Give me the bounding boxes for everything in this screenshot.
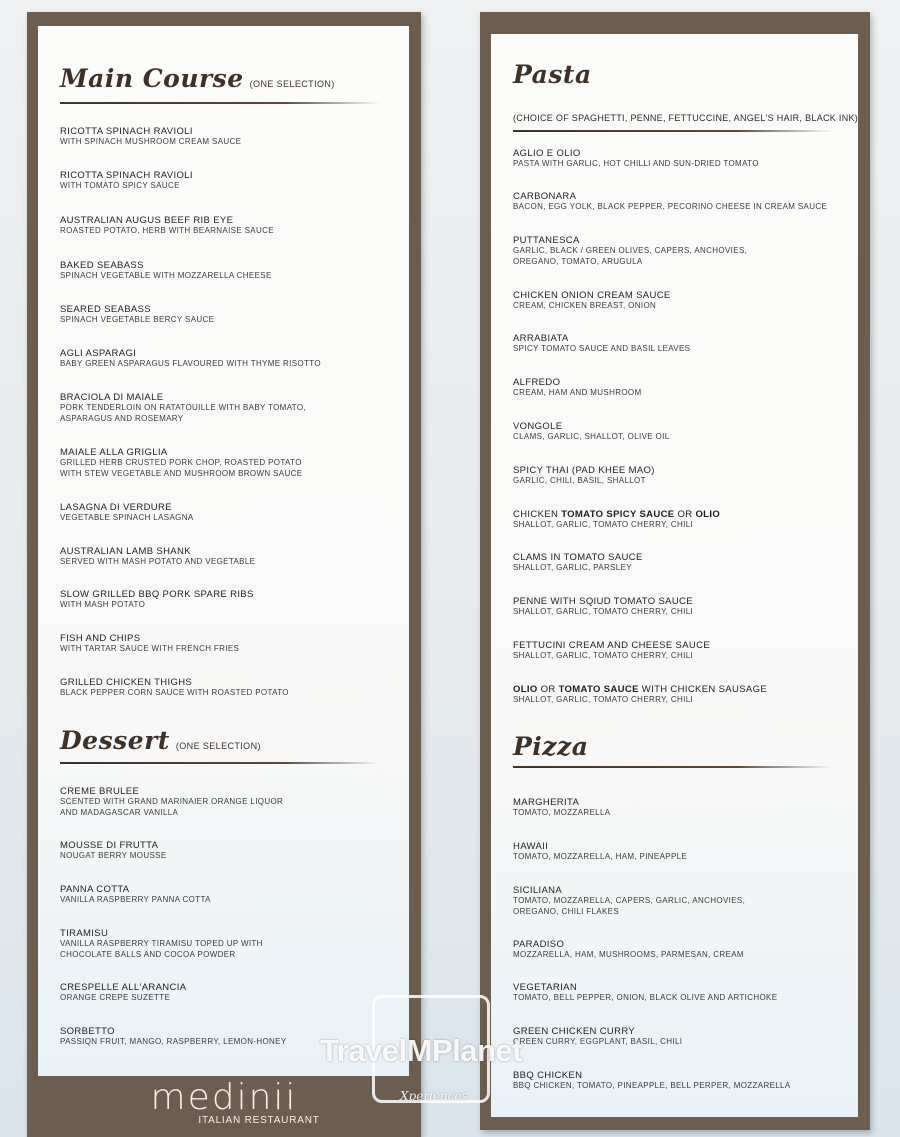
pasta-item <box>513 596 843 618</box>
dessert-item-description: PASSIQN FRUIT, MANGO, RASPBERRY, LEMON-HONEY <box>60 1037 287 1046</box>
dessert-item-name: CREME BRULEE <box>60 786 140 797</box>
main-course-item <box>60 546 390 568</box>
watermark-subtext: Xperiences <box>400 1089 468 1103</box>
pizza-item-name: PARADISO <box>513 939 565 950</box>
pasta-item-description: SPICY TOMATO SAUCE AND BASIL LEAVES <box>513 344 691 353</box>
main-course-item <box>60 170 390 192</box>
pizza-item-description: TOMATO, BELL PEPPER, ONION, BLACK OLIVE AND ARTICHOKE <box>513 993 778 1002</box>
main-course-item-description: SPINACH VEGETABLE BERCY SAUCE <box>60 315 215 324</box>
main-course-item-name: LASAGNA DI VERDURE <box>60 502 172 513</box>
pasta-item-description: SHALLOT, GARLIC, PARSLEY <box>513 563 632 572</box>
dessert-item-description: VANILLA RASPBERRY TIRAMISU TOPED UP WITH <box>60 939 263 948</box>
pasta-item-description: SHALLOT, GARLIC, TOMATO CHERRY, CHILI <box>513 520 694 529</box>
dessert-item <box>60 884 390 906</box>
pasta-item-description: OREGANO, TOMATO, ARUGULA <box>513 256 643 266</box>
dessert-item-description: AND MADAGASCAR VANILLA <box>60 807 179 817</box>
dessert-item-name: CRESPELLE ALL'ARANCIA <box>60 982 187 993</box>
dessert-item <box>60 928 390 960</box>
watermark-text: TravelMPlanet <box>320 1033 522 1068</box>
pizza-item-description: MOZZARELLA, HAM, MUSHROOMS, PARMESAN, CREAM <box>513 950 744 959</box>
main-course-item-description: SPINACH VEGETABLE WITH MOZZARELLA CHEESE <box>60 271 272 280</box>
pizza-item-name: GREEN CHICKEN CURRY <box>513 1026 636 1037</box>
pasta-item-description: GARLIC, CHILI, BASIL, SHALLOT <box>513 476 646 485</box>
pasta-item <box>513 684 843 706</box>
main-course-item <box>60 447 390 479</box>
menu-paper-left <box>38 26 409 1076</box>
pasta-item <box>513 191 843 213</box>
dessert-item-description: NOUGAT BERRY MOUSSE <box>60 851 167 860</box>
dessert-item-description: CHOCOLATE BALLS AND COCOA POWDER <box>60 949 236 959</box>
pasta-item-description: SHALLOT, GARLIC, TOMATO CHERRY, CHILI <box>513 651 694 660</box>
main-course-note: (ONE SELECTION) <box>249 79 335 89</box>
main-course-item-name: MAIALE ALLA GRIGLIA <box>60 447 168 458</box>
pasta-item <box>513 290 843 312</box>
main-course-item <box>60 677 390 699</box>
pasta-item <box>513 377 843 399</box>
pizza-item <box>513 939 843 961</box>
pasta-item-name: CHICKEN ONION CREAM SAUCE <box>513 290 671 301</box>
pasta-item-name: PUTTANESCA <box>513 235 580 246</box>
pasta-item-name: SPICY THAI (PAD KHEE MAO) <box>513 465 655 476</box>
dessert-item-name: SORBETTO <box>60 1026 115 1037</box>
pasta-item-name: CARBONARA <box>513 191 577 202</box>
pizza-item-description: BBQ CHICKEN, TOMATO, PINEAPPLE, BELL PERPER, MOZZARELLA <box>513 1081 791 1090</box>
main-course-item-name: SLOW GRILLED BBQ PORK SPARE RIBS <box>60 589 254 600</box>
pasta-item-description: BACON, EGG YOLK, BLACK PEPPER, PECORINO CHEESE IN CREAM SAUCE <box>513 202 828 211</box>
main-course-item <box>60 304 390 326</box>
pasta-rule <box>513 130 833 132</box>
main-course-item <box>60 260 390 282</box>
main-course-item-description: ROASTED POTATO, HERB WITH BEARNAISE SAUCE <box>60 226 274 235</box>
main-course-item-description: WITH TARTAR SAUCE WITH FRENCH FRIES <box>60 644 240 653</box>
dessert-heading <box>60 726 261 755</box>
dessert-item <box>60 786 390 818</box>
menu-card-left <box>27 12 421 1137</box>
main-course-item <box>60 215 390 237</box>
dessert-rule <box>60 762 380 764</box>
pizza-item-description: TOMATO, MOZZARELLA, HAM, PINEAPPLE <box>513 852 688 861</box>
pasta-item-description: SHALLOT, GARLIC, TOMATO CHERRY, CHILI <box>513 695 694 704</box>
pasta-item-name: ALFREDO <box>513 377 561 388</box>
main-course-item-name: RICOTTA SPINACH RAVIOLI <box>60 126 193 137</box>
main-course-item-description: WITH MASH POTATO <box>60 600 146 609</box>
pasta-item-name: VONGOLE <box>513 421 563 432</box>
menu-paper-right <box>491 34 858 1117</box>
pizza-item-name: VEGETARIAN <box>513 982 578 993</box>
pizza-item <box>513 885 843 917</box>
logo-wordmark: medinii <box>150 1077 298 1118</box>
main-course-item <box>60 348 390 370</box>
dessert-item-description: SCENTED WITH GRAND MARINAIER ORANGE LIQUOR <box>60 797 284 806</box>
main-course-item-name: GRILLED CHICKEN THIGHS <box>60 677 193 688</box>
pasta-item <box>513 552 843 574</box>
pasta-item-name: FETTUCINI CREAM AND CHEESE SAUCE <box>513 640 711 651</box>
pasta-title: Pasta <box>513 60 592 89</box>
pizza-item-description: TOMATO, MOZZARELLA <box>513 808 611 817</box>
pizza-title: Pizza <box>513 732 589 761</box>
pizza-item-name: HAWAII <box>513 841 549 852</box>
watermark <box>320 995 570 1110</box>
pasta-item <box>513 509 843 531</box>
pasta-item-description: GARLIC, BLACK / GREEN OLIVES, CAPERS, ANCHOVIES, <box>513 246 748 255</box>
main-course-item-description: PORK TENDERLOIN ON RATATOUILLE WITH BABY TOMATO, <box>60 403 307 412</box>
pasta-item <box>513 333 843 355</box>
pasta-subtitle: (CHOICE OF SPAGHETTI, PENNE, FETTUCCINE, ANGEL'S HAIR, BLACK INK) <box>513 113 859 123</box>
pasta-item-description: CREAM, HAM AND MUSHROOM <box>513 388 642 397</box>
main-course-item-description: VEGETABLE SPINACH LASAGNA <box>60 513 194 522</box>
main-course-item-name: SEARED SEABASS <box>60 304 151 315</box>
pasta-item-description: CLAMS, GARLIC, SHALLOT, OLIVE OIL <box>513 432 670 441</box>
main-course-item-name: BAKED SEABASS <box>60 260 144 271</box>
pasta-item-name: PENNE WITH SQIUD TOMATO SAUCE <box>513 596 693 607</box>
main-course-item-name: AUSTRALIAN AUGUS BEEF RIB EYE <box>60 215 234 226</box>
pasta-item-name: ARRABIATA <box>513 333 569 344</box>
pasta-item-name: OLIO OR TOMATO SAUCE WITH CHICKEN SAUSAGE <box>513 684 768 695</box>
dessert-title: Dessert <box>60 726 170 755</box>
pasta-item-description: SHALLOT, GARLIC, TOMATO CHERRY, CHILI <box>513 607 694 616</box>
main-course-item-description: BLACK PEPPER CORN SAUCE WITH ROASTED POTATO <box>60 688 289 697</box>
pasta-item-name: AGLIO E OLIO <box>513 148 581 159</box>
pasta-heading <box>513 60 592 89</box>
main-course-item <box>60 502 390 524</box>
pizza-item-description: OREGANO, CHILI FLAKES <box>513 906 620 916</box>
main-course-rule <box>60 102 380 104</box>
main-course-item <box>60 126 390 148</box>
main-course-item-name: BRACIOLA DI MAIALE <box>60 392 164 403</box>
pasta-item <box>513 235 843 267</box>
pizza-rule <box>513 766 833 768</box>
pasta-item-name: CLAMS IN TOMATO SAUCE <box>513 552 643 563</box>
main-course-item-description: WITH STEW VEGETABLE AND MUSHROOM BROWN SAUCE <box>60 468 303 478</box>
main-course-title: Main Course <box>60 64 244 93</box>
dessert-item-name: PANNA COTTA <box>60 884 130 895</box>
pizza-item-name: BBQ CHICKEN <box>513 1070 583 1081</box>
main-course-item-name: FISH AND CHIPS <box>60 633 141 644</box>
pasta-item-description: CREAM, CHICKEN BREAST, ONION <box>513 301 657 310</box>
main-course-item-name: RICOTTA SPINACH RAVIOLI <box>60 170 193 181</box>
main-course-item-description: GRILLED HERB CRUSTED PORK CHOP, ROASTED POTATO <box>60 458 302 467</box>
pasta-item <box>513 465 843 487</box>
main-course-item <box>60 392 390 424</box>
main-course-item-description: ASPARAGUS AND ROSEMARY <box>60 413 184 423</box>
menu-card-right <box>480 12 870 1130</box>
dessert-item-name: MOUSSE DI FRUTTA <box>60 840 159 851</box>
pasta-item <box>513 640 843 662</box>
pasta-item-description: PASTA WITH GARLIC, HOT CHILLI AND SUN-DRIED TOMATO <box>513 159 759 168</box>
dessert-item-name: TIRAMISU <box>60 928 109 939</box>
pizza-item-name: SICILIANA <box>513 885 563 896</box>
pasta-item-name: CHICKEN TOMATO SPICY SAUCE OR OLIO <box>513 509 721 520</box>
main-course-heading <box>60 64 335 93</box>
pizza-item <box>513 841 843 863</box>
main-course-item <box>60 633 390 655</box>
main-course-item-name: AGLI ASPARAGI <box>60 348 137 359</box>
dessert-item <box>60 840 390 862</box>
main-course-item-description: WITH SPINACH MUSHROOM CREAM SAUCE <box>60 137 242 146</box>
main-course-item <box>60 589 390 611</box>
main-course-item-description: BABY GREEN ASPARAGUS FLAVOURED WITH THYME RISOTTO <box>60 359 321 368</box>
dessert-item-description: VANILLA RASPBERRY PANNA COTTA <box>60 895 211 904</box>
pizza-item-name: MARGHERITA <box>513 797 580 808</box>
main-course-item-name: AUSTRALIAN LAMB SHANK <box>60 546 191 557</box>
pizza-item-description: GREEN CURRY, EGGPLANT, BASIL, CHILI <box>513 1037 683 1046</box>
main-course-item-description: WITH TOMATO SPICY SAUCE <box>60 181 180 190</box>
dessert-item-description: ORANGE CREPE SUZETTE <box>60 993 171 1002</box>
dessert-note: (ONE SELECTION) <box>175 741 261 751</box>
pasta-item <box>513 148 843 170</box>
main-course-item-description: SERVED WITH MASH POTATO AND VEGETABLE <box>60 557 256 566</box>
pasta-item <box>513 421 843 443</box>
pizza-item-description: TOMATO, MOZZARELLA, CAPERS, GARLIC, ANCHOVIES, <box>513 896 746 905</box>
logo-subtitle: ITALIAN RESTAURANT <box>198 1115 320 1126</box>
pizza-heading <box>513 732 588 761</box>
pizza-item <box>513 797 843 819</box>
